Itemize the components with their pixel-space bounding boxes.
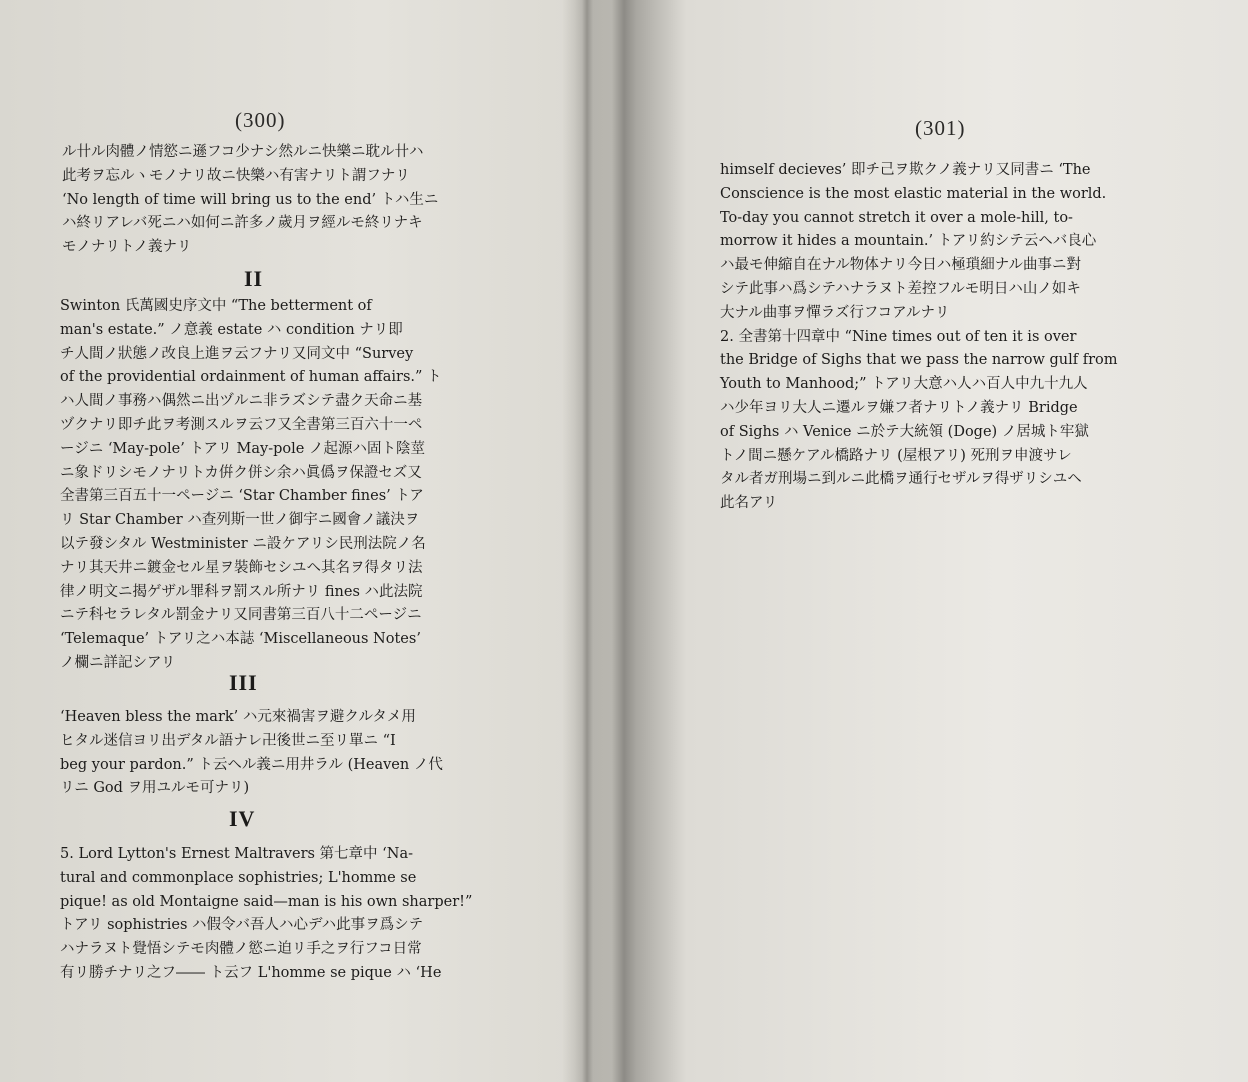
page-number-left: (300): [235, 108, 286, 132]
text-line: モノナリトノ義ナリ: [62, 239, 192, 256]
text-line: トノ間ニ懸ケアル橋路ナリ (屋根アリ) 死刑ヲ申渡サレ: [720, 447, 1072, 464]
text-line: ニ象ドリシモノナリトカ倂ク併シ余ハ眞僞ヲ保證セズ又: [60, 464, 422, 481]
text-line: ‘Heaven bless the mark’ ハ元來禍害ヲ避クルタメ用: [60, 709, 416, 725]
text-line: 此考ヲ忘ルヽモノナリ故ニ快樂ハ有害ナリト謂フナリ: [62, 167, 410, 184]
text-line: ハ少年ヨリ大人ニ遷ルヲ嫌フ者ナリトノ義ナリ Bridge: [720, 399, 1078, 416]
text-line: the Bridge of Sighs that we pass the narrow gulf from: [720, 352, 1118, 369]
text-line: ノ欄ニ詳記シアリ: [60, 654, 176, 671]
paragraph-intro: [62, 141, 438, 260]
text-line: ル卄ル肉體ノ情慾ニ遜フコ少ナシ然ルニ快樂ニ耽ル卄ハ: [62, 144, 424, 160]
right-page: [590, 0, 1248, 1082]
text-line: himself decieves’ 即チ己ヲ欺クノ義ナリ又同書ニ ‘The: [720, 162, 1091, 178]
section-heading-iv: IV: [229, 806, 256, 831]
text-line: リニ God ヲ用ユルモ可ナリ): [60, 780, 250, 797]
text-line: To-day you cannot stretch it over a mole-hill, to-: [720, 209, 1073, 226]
text-line: 5. Lord Lytton's Ernest Maltravers 第七章中 ‘Na-: [60, 846, 413, 862]
text-line: 此名アリ: [720, 495, 778, 512]
paragraph-section-iv: [60, 843, 472, 986]
text-line: リ Star Chamber ハ查列斯一世ノ御宇ニ國會ノ議決ヲ: [60, 512, 420, 529]
text-line: ハナラヌト覺悟シテモ肉體ノ慾ニ迫リ手之ヲ行フコ日常: [60, 941, 422, 958]
section-heading-iii: III: [229, 670, 258, 695]
text-line: トアリ sophistries ハ假令バ吾人ハ心デハ此事ヲ爲シテ: [60, 917, 424, 934]
text-line: Swinton 氏萬國史序文中 “The betterment of: [60, 298, 372, 314]
text-line: タル者ガ刑場ニ到ルニ此橋ヲ通行セザルヲ得ザリシユヘ: [720, 471, 1082, 488]
text-line: ージニ ‘May-pole’ トアリ May-pole ノ起源ハ固ト陰莖: [60, 440, 425, 457]
text-line: man's estate.” ノ意義 estate ハ condition ナリ即: [60, 321, 403, 338]
text-line: Youth to Manhood;” トアリ大意ハ人ハ百人中九十九人: [720, 376, 1088, 393]
text-line: ハ終リアレバ死ニハ如何ニ許多ノ歲月ヲ經ルモ終リナキ: [62, 215, 423, 232]
text-line: シテ此事ハ爲シテハナラヌト差控フルモ明日ハ山ノ如キ: [720, 280, 1081, 297]
text-line: tural and commonplace sophistries; L'homme se: [60, 869, 417, 886]
paragraph-right-page: [720, 159, 1118, 516]
text-line: of the providential ordainment of human affairs.” ト: [60, 369, 442, 386]
text-line: of Sighs ハ Venice ニ於テ大統領 (Doge) ノ居城ト牢獄: [720, 423, 1089, 440]
text-line: 有リ勝チナリ之フ―― ト云フ L'homme se pique ハ ‘He: [60, 964, 442, 981]
text-line: ハ人間ノ事務ハ偶然ニ出ヅルニ非ラズシテ盡ク天命ニ基: [60, 393, 423, 410]
page-number-right: (301): [915, 116, 966, 140]
text-line: beg your pardon.” ト云ヘル義ニ用井ラル (Heaven ノ代: [60, 756, 443, 773]
text-line: 律ノ明文ニ揭ゲザル罪科ヲ罰スル所ナリ fines ハ此法院: [60, 583, 423, 600]
text-line: ニテ科セラレタル罰金ナリ又同書第三百八十二ページニ: [60, 607, 422, 624]
text-line: ヒタル迷信ヨリ出デタル語ナレ卍後世ニ至リ單ニ “I: [60, 732, 396, 749]
text-line: ナリ其天井ニ鍍金セル星ヲ裝飾セシユヘ其名ヲ得タリ法: [60, 559, 423, 576]
text-line: morrow it hides a mountain.’ トアリ約シテ云ヘバ良心: [720, 233, 1097, 250]
text-line: pique! as old Montaigne said—man is his own sharper!”: [60, 893, 473, 910]
paragraph-section-iii: [60, 706, 443, 801]
text-line: ‘Telemaque’ トアリ之ハ本誌 ‘Miscellaneous Notes’: [60, 631, 421, 648]
text-line: 2. 全書第十四章中 “Nine times out of ten it is over: [720, 328, 1077, 345]
text-line: ヅクナリ即チ此ヲ考測スルヲ云フ又全書第三百六十一ペ: [60, 416, 423, 433]
text-line: 大ナル曲事ヲ憚ラズ行フコアルナリ: [720, 304, 950, 321]
text-line: Conscience is the most elastic material in the world.: [720, 185, 1107, 202]
text-line: ‘No length of time will bring us to the end’ トハ生ニ: [62, 191, 439, 208]
section-heading-ii: II: [244, 266, 264, 291]
text-line: チ人間ノ狀態ノ改良上進ヲ云フナリ又同文中 “Survey: [60, 345, 414, 362]
paragraph-section-ii: [60, 295, 442, 676]
left-page: [0, 0, 588, 1082]
text-line: 全書第三百五十一ページニ ‘Star Chamber fines’ トア: [60, 488, 424, 505]
text-line: ハ最モ伸縮自在ナル物体ナリ今日ハ極瑣細ナル曲事ニ對: [720, 257, 1082, 274]
text-line: 以テ發シタル Westminister ニ設ケアリシ民刑法院ノ名: [60, 535, 426, 552]
